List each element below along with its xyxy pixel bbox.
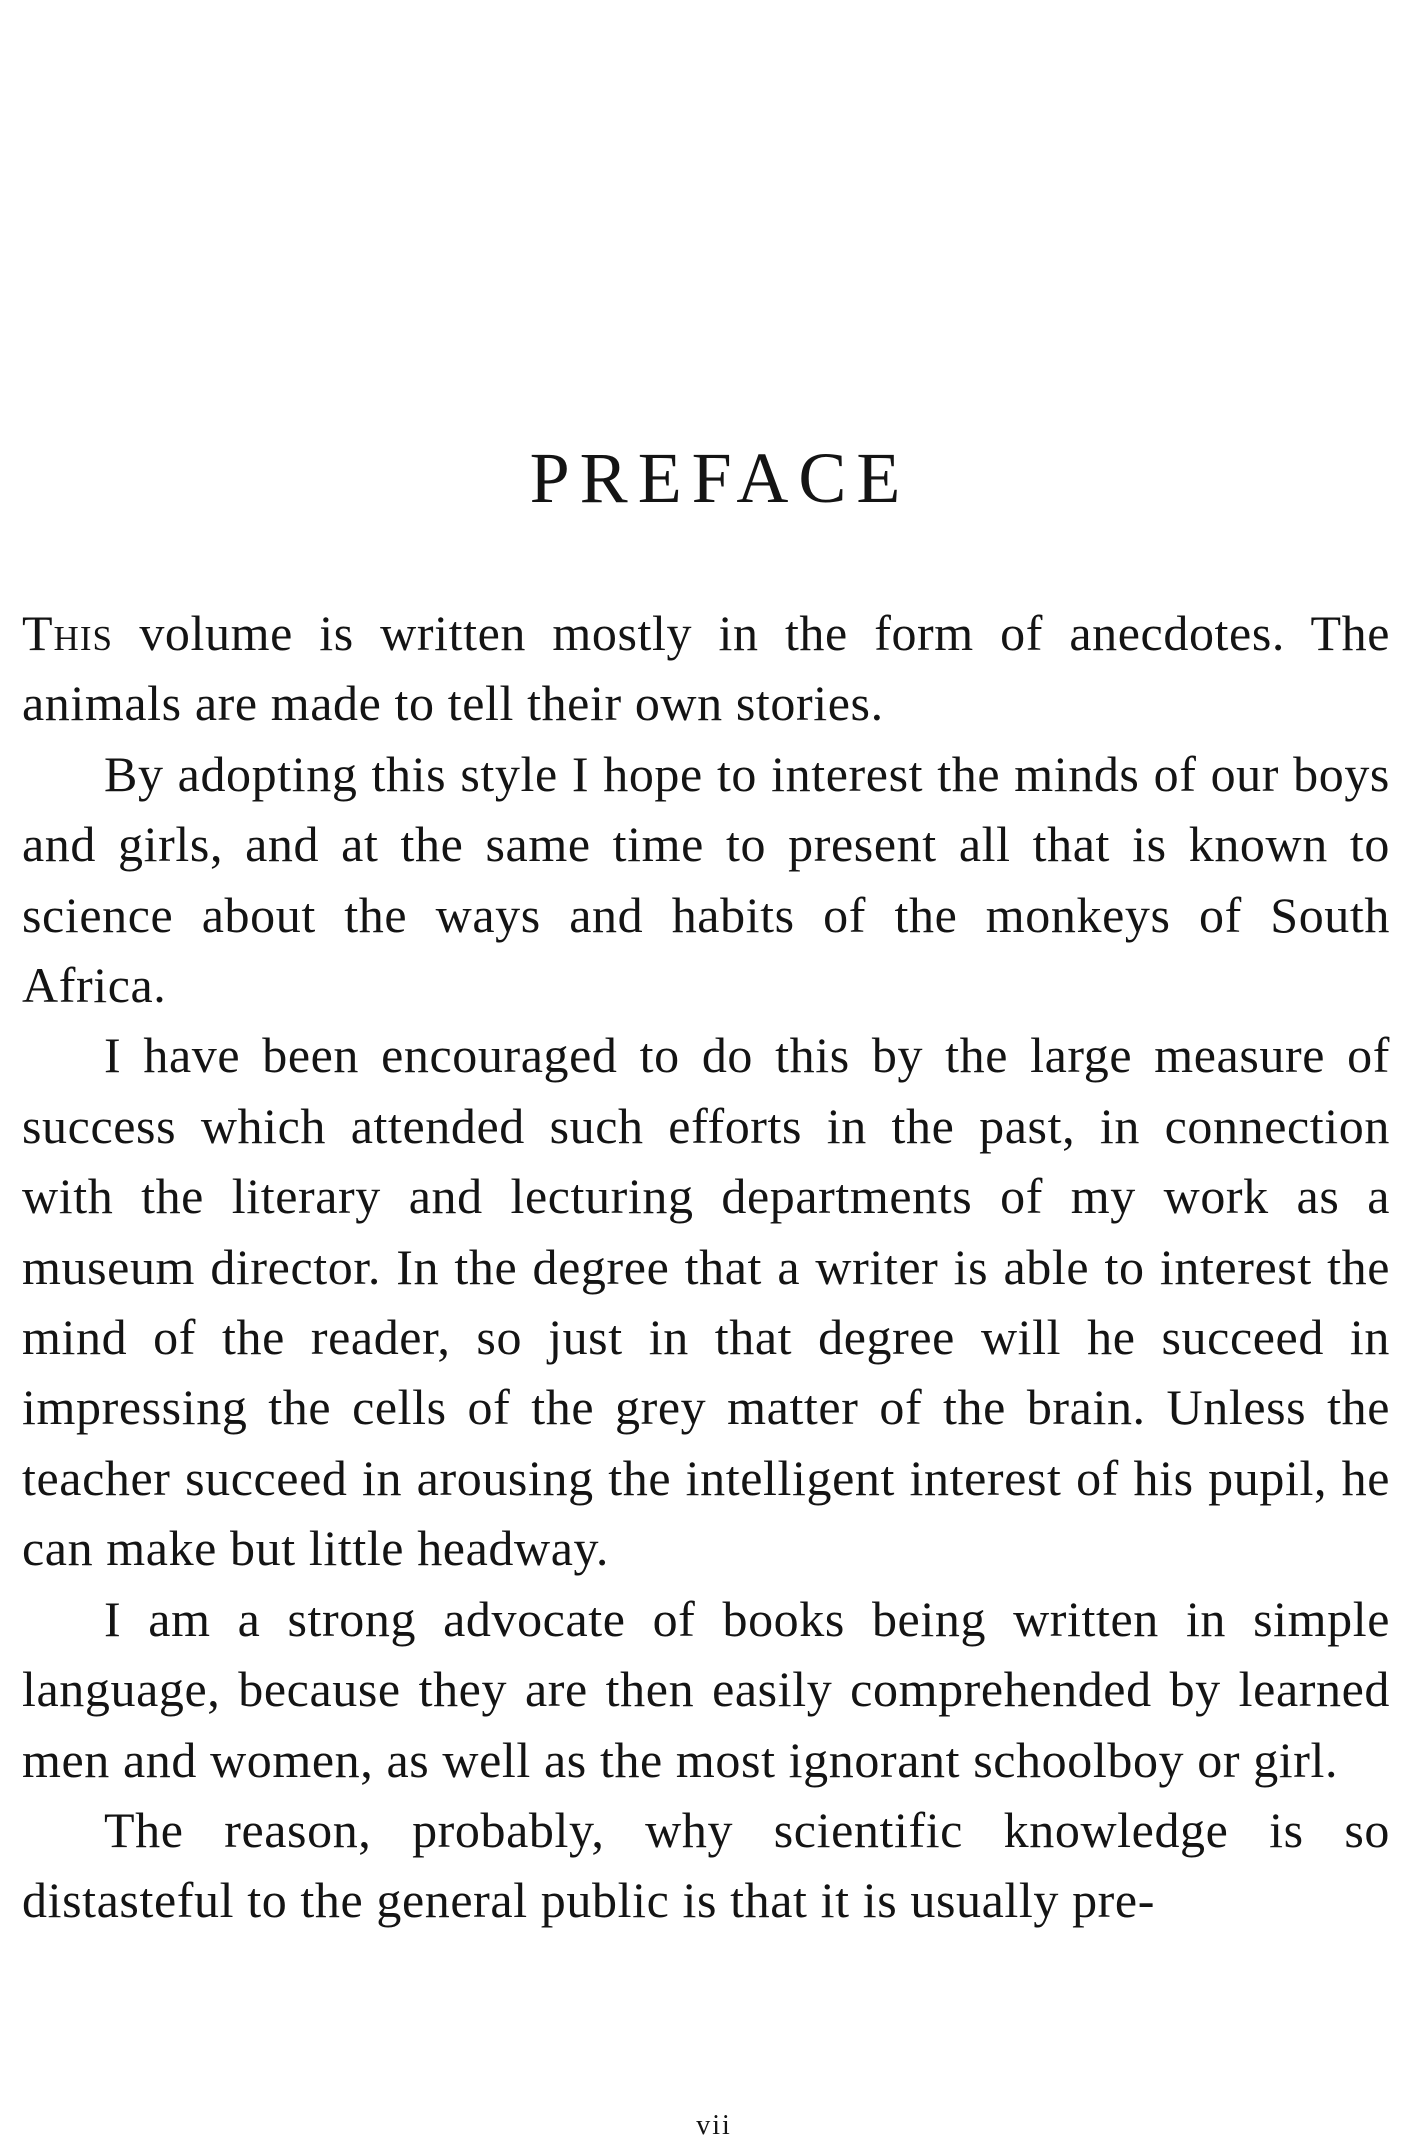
- page-title: PREFACE: [529, 438, 911, 518]
- page-number: vii: [696, 2110, 732, 2141]
- paragraph-2: By adopting this style I hope to interest the minds of our boys and girls, and at the same time to present all that is known to science about the ways and habits of the monkeys of South Africa.: [22, 745, 1390, 1014]
- paragraph-1-lead: This: [22, 605, 113, 661]
- paragraph-4: I am a strong advocate of books being written in simple language, because they are then easily comprehended by learned men and women, as well as the most ignorant schoolboy or girl.: [22, 1590, 1390, 1788]
- paragraph-1-text: volume is written mostly in the form of anecdotes. The animals are made to tell their own stories.: [22, 605, 1390, 732]
- paragraph-3: I have been encouraged to do this by the large measure of success which attended such efforts in the past, in connection with the literary and lecturing departments of my work as a museum director. In the degree that a writer is able to interest the mind of the reader, so just in that degree will he succeed in impressing the cells of the grey matter of the brain. Unless the teacher succeed in arousing the intelligent interest of his pupil, he can make but little headway.: [22, 1027, 1390, 1577]
- paragraph-1: [22, 598, 1390, 739]
- paragraph-5: The reason, probably, why scientific knowledge is so distasteful to the general public is that it is usually pre-: [22, 1801, 1390, 1929]
- preface-body: [22, 598, 1390, 1936]
